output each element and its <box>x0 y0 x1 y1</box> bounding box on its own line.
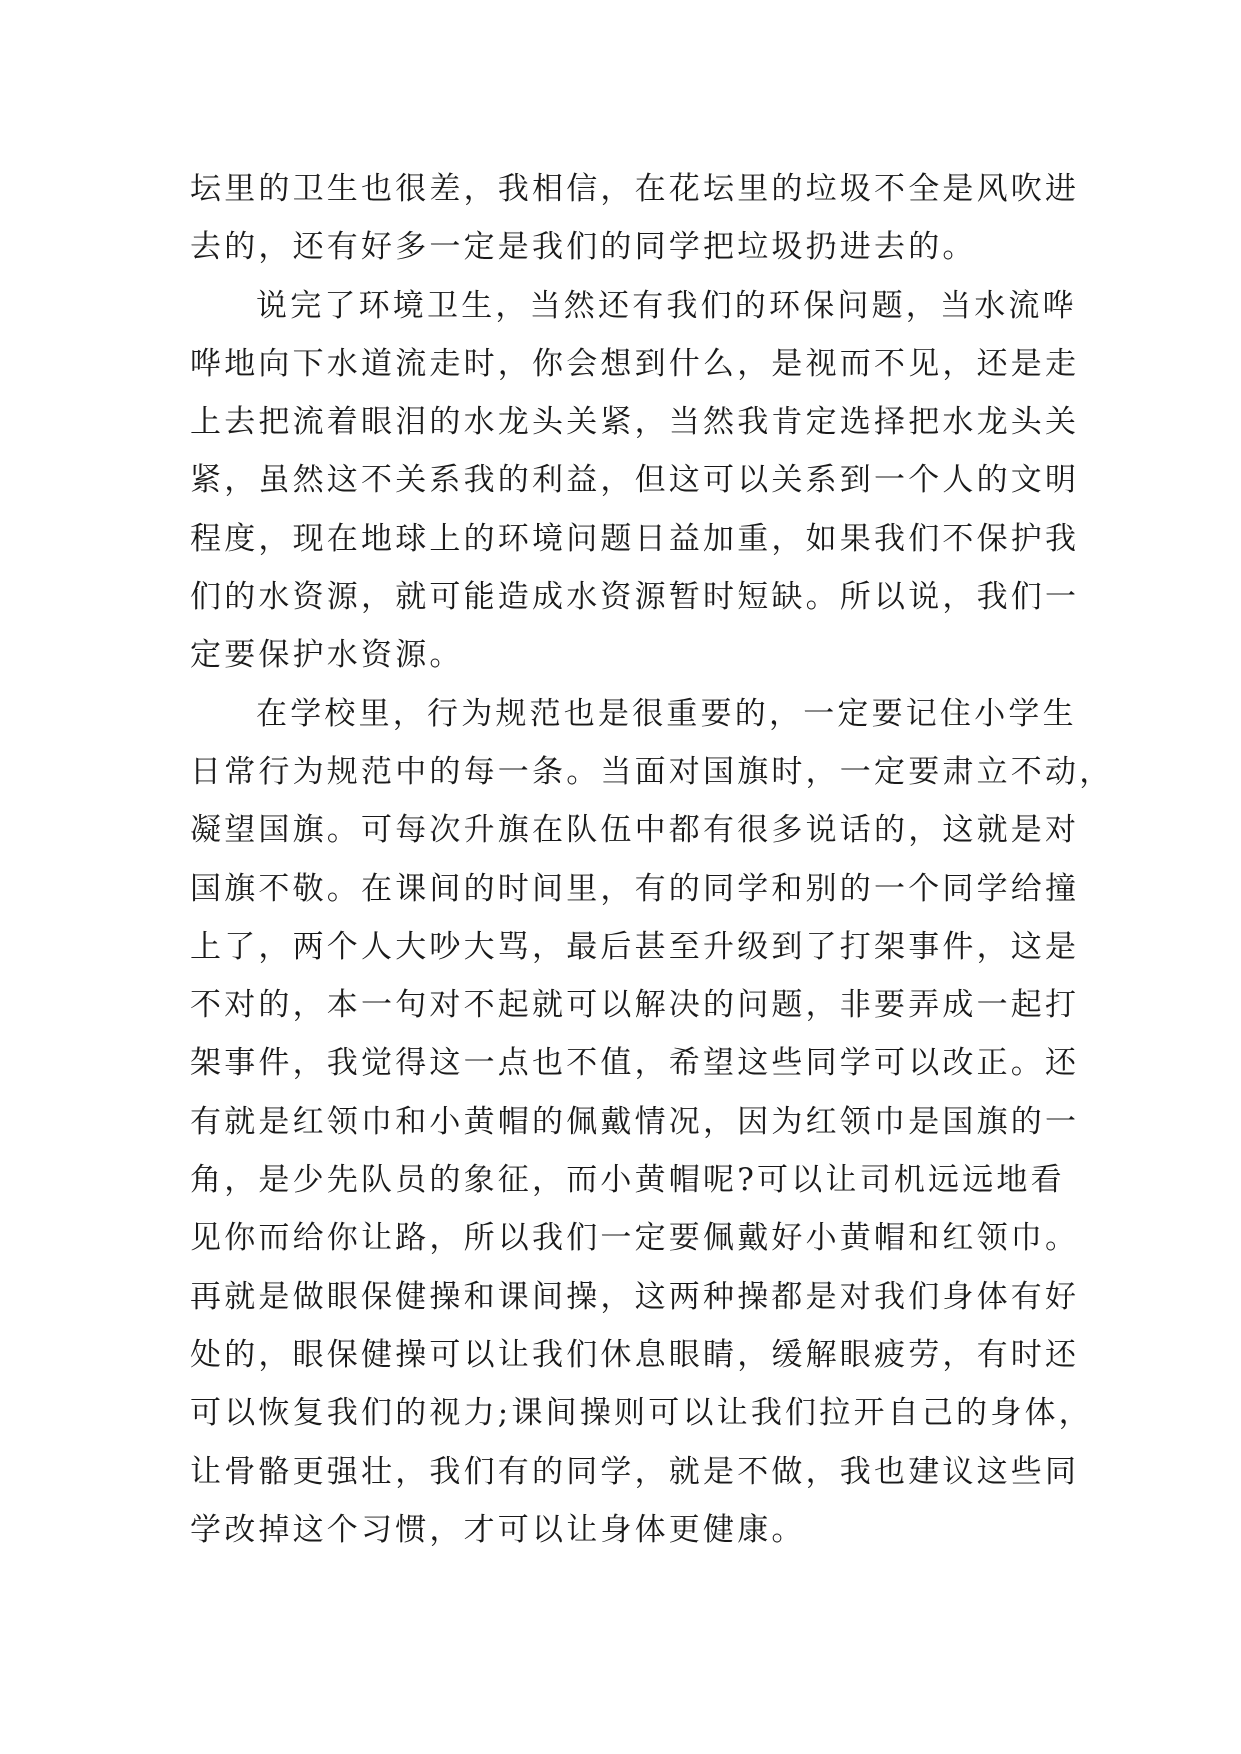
text-line: 角，是少先队员的象征，而小黄帽呢?可以让司机远远地看 <box>190 1162 1065 1199</box>
text-line: 有就是红领巾和小黄帽的佩戴情况，因为红领巾是国旗的一 <box>190 1103 1080 1140</box>
paragraph-2 <box>190 277 1080 685</box>
text-line: 程度，现在地球上的环境问题日益加重，如果我们不保护我 <box>190 520 1080 557</box>
text-line: 们的水资源，就可能造成水资源暂时短缺。所以说，我们一 <box>190 579 1080 616</box>
text-line: 不对的，本一句对不起就可以解决的问题，非要弄成一起打 <box>190 987 1080 1024</box>
text-line: 见你而给你让路，所以我们一定要佩戴好小黄帽和红领巾。 <box>190 1220 1080 1257</box>
text-line: 上了，两个人大吵大骂，最后甚至升级到了打架事件，这是 <box>190 928 1080 965</box>
text-line: 国旗不敬。在课间的时间里，有的同学和别的一个同学给撞 <box>190 870 1080 907</box>
text-line: 日常行为规范中的每一条。当面对国旗时，一定要肃立不动， <box>190 753 1114 790</box>
text-line: 可以恢复我们的视力;课间操则可以让我们拉开自己的身体， <box>190 1395 1093 1432</box>
text-line: 紧，虽然这不关系我的利益，但这可以关系到一个人的文明 <box>190 462 1080 499</box>
text-line: 凝望国旗。可每次升旗在队伍中都有很多说话的，这就是对 <box>190 812 1080 849</box>
text-line: 再就是做眼保健操和课间操，这两种操都是对我们身体有好 <box>190 1278 1080 1315</box>
text-line: 定要保护水资源。 <box>190 637 464 674</box>
text-line: 哗地向下水道流走时，你会想到什么，是视而不见，还是走 <box>190 345 1080 382</box>
text-line: 上去把流着眼泪的水龙头关紧，当然我肯定选择把水龙头关 <box>190 404 1080 441</box>
text-line: 去的，还有好多一定是我们的同学把垃圾扔进去的。 <box>190 229 977 266</box>
text-line: 说完了环境卫生，当然还有我们的环保问题，当水流哗 <box>256 287 1077 324</box>
text-line: 架事件，我觉得这一点也不值，希望这些同学可以改正。还 <box>190 1045 1080 1082</box>
text-line: 在学校里，行为规范也是很重要的，一定要记住小学生 <box>256 695 1077 732</box>
text-line: 坛里的卫生也很差，我相信，在花坛里的垃圾不全是风吹进 <box>190 171 1080 207</box>
paragraph-1 <box>190 160 1080 277</box>
paragraph-3 <box>190 685 1114 1559</box>
text-line: 学改掉这个习惯，才可以让身体更健康。 <box>190 1511 806 1548</box>
document-body <box>190 160 1114 1559</box>
text-line: 让骨骼更强壮，我们有的同学，就是不做，我也建议这些同 <box>190 1453 1080 1490</box>
text-line: 处的，眼保健操可以让我们休息眼睛，缓解眼疲劳，有时还 <box>190 1336 1080 1373</box>
